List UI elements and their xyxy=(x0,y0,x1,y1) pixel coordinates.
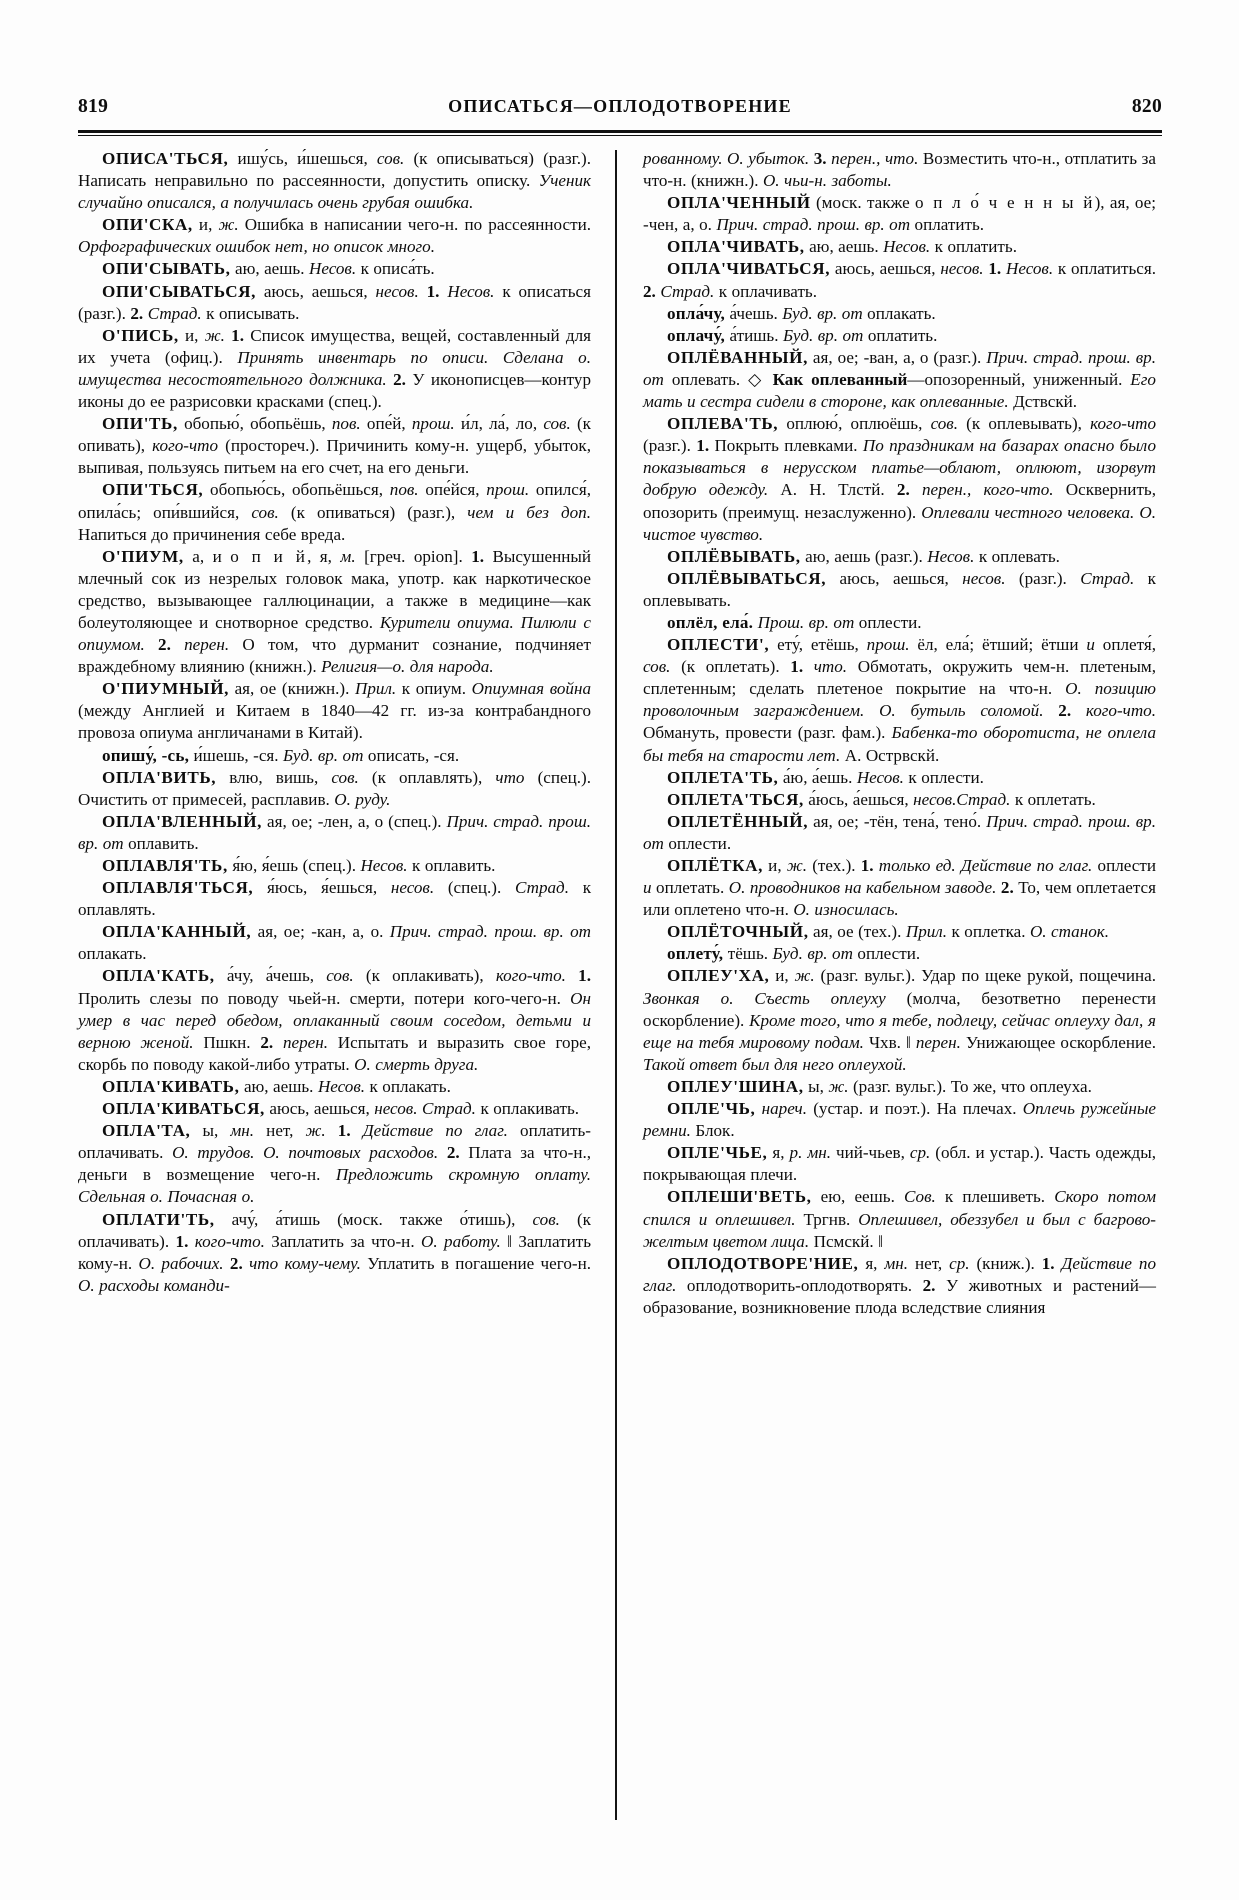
entry-headword: ОПЛА'КИВАТЬСЯ, xyxy=(102,1099,265,1119)
dictionary-entry xyxy=(78,281,591,325)
entry-definition: а́ю, а́ешь. Несов. к оплести. xyxy=(778,767,984,787)
dictionary-entry xyxy=(78,767,591,811)
entry-headword: ОПЛАВЛЯ'ТЬ, xyxy=(102,856,228,875)
dictionary-entry xyxy=(643,1098,1156,1142)
dictionary-entry xyxy=(78,745,591,767)
entry-definition: Прош. вр. от оплести. xyxy=(757,612,922,632)
dictionary-entry xyxy=(643,303,1156,325)
entry-definition: влю, вишь, сов. (к оплавлять), что (спец.). Очистить от примесей, расплавив. О. руду. xyxy=(78,767,591,809)
dictionary-entry xyxy=(643,612,1156,634)
entry-headword: оплету́, xyxy=(667,944,724,964)
entry-headword: ОПЛА'ЧЕННЫЙ xyxy=(667,193,811,213)
entry-definition: обопью́, обопьёшь, пов. опе́й, прош. и́л, ла́, ло, сов. (к опивать), кого-что (простореч.). Причинить кому-н. ущерб, убыток, выпивая, пользуясь питьем на его счет, на его деньги. xyxy=(78,414,591,478)
column-container xyxy=(78,148,1162,1828)
entry-headword: ОПЛА'КАТЬ, xyxy=(102,966,215,986)
dictionary-entry xyxy=(78,546,591,679)
entry-headword: ОПЛЁВЫВАТЬСЯ, xyxy=(667,568,827,588)
entry-headword: ОПЛЕТА'ТЬСЯ, xyxy=(667,789,804,809)
entry-definition: я, мн. нет, ср. (книж.). 1. Действие по глаг. оплодотворить-оплодотворять. 2. У животных и растений—образование, возникновение плода вследствие слияния xyxy=(643,1253,1157,1317)
entry-definition: ишу́сь, и́шешься, сов. (к описываться) (разг.). Написать неправильно по рассеянности, допустить описку. Ученик случайно описался, а получилась очень грубая ошибка. xyxy=(78,149,591,213)
entry-headword: ОПЛАТИ'ТЬ, xyxy=(102,1209,215,1229)
entry-headword: ОПЛЕУ'ХА, xyxy=(667,966,770,986)
entry-headword: ОПЛЕШИ'ВЕТЬ, xyxy=(667,1187,812,1207)
entry-headword: О'ПИСЬ, xyxy=(102,325,179,345)
entry-definition: ачу́, а́тишь (моск. также о́тишь), сов. (к оплачивать). 1. кого-что. Заплатить за что-н. О. работу. ‖ Заплатить кому-н. О. рабочих. 2. что кому-чему. Уплатить в погашение чего-н. О. расходы команди- xyxy=(78,1209,591,1295)
rule-thick xyxy=(78,130,1162,133)
dictionary-entry xyxy=(643,236,1156,258)
dictionary-entry xyxy=(78,148,591,214)
entry-definition: аю, аешь. Несов. к описа́ть. xyxy=(230,259,435,279)
dictionary-entry xyxy=(643,546,1156,568)
entry-definition: ая, ое; -тён, тена́, тено́. Прич. страд. прош. вр. от оплести. xyxy=(643,811,1156,853)
left-column xyxy=(78,148,605,1828)
entry-headword: ОПЛЁТКА, xyxy=(667,856,763,875)
entry-headword: ОПЛЕВА'ТЬ, xyxy=(667,414,779,434)
dictionary-entry xyxy=(78,1098,591,1120)
entry-headword: ОПИ'ТЬ, xyxy=(102,414,178,434)
entry-definition: ая, ое; -кан, а, о. Прич. страд. прош. вр. от оплакать. xyxy=(78,922,591,964)
folio-right: 820 xyxy=(1131,96,1162,117)
entry-definition: а́юсь, а́ешься, несов.Страд. к оплетать. xyxy=(803,789,1096,809)
entry-headword: опишу́, -сь, xyxy=(102,745,190,765)
entry-definition: ая, ое; -лен, а, о (спец.). Прич. страд. прош. вр. от оплавить. xyxy=(78,811,592,853)
entry-headword: ОПИСА'ТЬСЯ, xyxy=(102,149,229,168)
entry-headword: ОПЛЁВЫВАТЬ, xyxy=(667,546,801,566)
column-divider xyxy=(615,150,617,1820)
entry-definition: ету́, етёшь, прош. ёл, ела́; ётший; ётши и оплетя́, сов. (к оплетать). 1. что. Обмотать, окружить чем-н. плетеным, сплетенным; сделать плетеное покрытие на что-н. О. позицию проволочным заграждением. О. бутыль соломой. 2. кого-что. Обмануть, провести (разг. фам.). Бабенка-то оборотиста, не оплела бы тебя на старости лет. А. Острвскй. xyxy=(643,635,1156,765)
dictionary-entry xyxy=(78,1076,591,1098)
entry-definition: аюсь, аешься, несов. 1. Несов. к описаться (разг.). 2. Страд. к описывать. xyxy=(78,281,592,323)
entry-definition: обопью́сь, обопьёшься, пов. опе́йся, прош. опился́, опила́сь; опи́вшийся, сов. (к опиваться) (разг.), чем и без доп. Напиться до причинения себе вреда. xyxy=(78,480,591,544)
dictionary-entry xyxy=(78,877,591,921)
entry-definition: нареч. (устар. и поэт.). На плечах. Оплечь ружейные ремни. Блок. xyxy=(643,1099,1156,1141)
entry-definition: я, р. мн. чий-чьев, ср. (обл. и устар.). Часть одежды, покрывающая плечи. xyxy=(643,1143,1156,1185)
entry-definition: и, ж. (тех.). 1. только ед. Действие по глаг. оплести и оплетать. О. проводников на кабельном заводе. 2. То, чем оплетается или оплетено что-н. О. износилась. xyxy=(643,856,1156,920)
entry-definition: ая, ое (книжн.). Прил. к опиум. Опиумная война (между Англией и Китаем в 1840—42 гг. из-за контрабандного провоза опиума англичанами в Китай). xyxy=(78,679,592,743)
dictionary-entry xyxy=(78,811,591,855)
entry-headword: О'ПИУМНЫЙ, xyxy=(102,679,229,699)
entry-headword: ОПИ'СЫВАТЬ, xyxy=(102,259,231,279)
dictionary-entry xyxy=(643,1076,1156,1098)
dictionary-entry xyxy=(643,789,1156,811)
dictionary-entry xyxy=(643,921,1156,943)
dictionary-entry xyxy=(78,258,591,280)
entry-definition: а́чешь. Буд. вр. от оплакать. xyxy=(725,303,936,323)
dictionary-entry xyxy=(643,634,1156,767)
dictionary-entry xyxy=(78,921,591,965)
entry-definition: ею, еешь. Сов. к плешиветь. Скоро потом спился и оплешивел. Тргнв. Оплешивел, обеззубел и был с багрово-желтым цветом лица. Псмскй. ‖ xyxy=(643,1187,1156,1251)
entry-headword: ОПЛА'КАННЫЙ, xyxy=(102,922,252,942)
dictionary-entry xyxy=(643,568,1156,612)
dictionary-entry xyxy=(643,1142,1156,1186)
entry-headword: оплачу́, xyxy=(667,325,725,345)
entry-headword: ОПЛА'ЧИВАТЬ, xyxy=(667,237,805,257)
running-head xyxy=(78,96,1162,122)
entry-definition: и, ж. 1. Список имущества, вещей, составленный для их учета (офиц.). Принять инвентарь по описи. Сделана о. имущества несостоятельного должника. 2. У иконописцев—контур иконы до ее разрисовки красками (спец.). xyxy=(78,325,592,412)
entry-headword: ОПЛА'ЧИВАТЬСЯ, xyxy=(667,259,831,279)
entry-headword: ОПИ'СКА, xyxy=(102,215,193,235)
entry-definition: и, ж. Ошибка в написании чего-н. по рассеянности. Орфографических ошибок нет, но описок много. xyxy=(78,215,591,257)
entry-definition: а́тишь. Буд. вр. от оплатить. xyxy=(725,325,938,345)
dictionary-entry xyxy=(78,678,591,744)
entry-headword: ОПЛЕ'ЧЬЕ, xyxy=(667,1143,768,1163)
entry-definition: ы, ж. (разг. вульг.). То же, что оплеуха. xyxy=(803,1076,1092,1096)
entry-definition: а́чу, а́чешь, сов. (к оплакивать), кого-что. 1. Пролить слезы по поводу чьей-н. смерти, потери кого-чего-н. Он умер в час перед обедом, оплаканный своим соседом, детьми и верною женой. Пшкн. 2. перен. Испытать и выразить свое горе, скорбь по поводу какой-либо утраты. О. смерть друга. xyxy=(78,966,592,1074)
entry-headword: ОПЛЁТОЧНЫЙ, xyxy=(667,922,809,942)
entry-definition: рованному. О. убыток. 3. перен., что. Возместить что-н., отплатить за что-н. (книжн.). О. чьи-н. заботы. xyxy=(643,149,1156,191)
entry-headword: опла́чу, xyxy=(667,303,725,323)
entry-definition: (моск. также о п л о́ ч е н н ы й), ая, ое; -чен, а, о. Прич. страд. прош. вр. от оплатить. xyxy=(643,193,1156,235)
running-head-title: ОПИСАТЬСЯ—ОПЛОДОТВОРЕНИЕ xyxy=(448,96,792,116)
header-rule xyxy=(78,130,1162,136)
dictionary-entry xyxy=(643,325,1156,347)
entry-definition: я́ю, я́ешь (спец.). Несов. к оплавить. xyxy=(227,856,496,875)
entry-definition: а, и о п и й, я, м. [греч. opion]. 1. Высушенный млечный сок из незрелых головок мака, употр. как наркотическое средство, вызывающее галлюцинации, а также в медицине—как болеутоляющее и снотворное средство. Курители опиума. Пилюли с опиумом. 2. перен. О том, что дурманит сознание, подчиняет враждебному влиянию (книжн.). Религия—о. для народа. xyxy=(78,546,591,677)
rule-thin xyxy=(78,135,1162,136)
dictionary-entry xyxy=(643,1186,1156,1252)
entry-headword: ОПЛА'ВИТЬ, xyxy=(102,767,217,787)
dictionary-entry xyxy=(78,413,591,479)
entry-definition: ая, ое; -ван, а, о (разг.). Прич. страд. прош. вр. от оплевать. ◇ Как оплеванный—опозоренный, униженный. Его мать и сестра сидели в стороне, как оплеванные. Дствскй. xyxy=(643,347,1157,412)
entry-headword: оплёл, ела́. xyxy=(667,612,754,632)
dictionary-entry xyxy=(643,347,1156,413)
dictionary-entry xyxy=(643,965,1156,1075)
dictionary-entry xyxy=(78,325,591,413)
dictionary-entry xyxy=(78,1120,591,1208)
entry-definition: аюсь, аешься, несов. (разг.). Страд. к оплевывать. xyxy=(643,568,1156,610)
entry-definition: тёшь. Буд. вр. от оплести. xyxy=(723,944,921,964)
dictionary-entry xyxy=(78,214,591,258)
dictionary-entry xyxy=(78,479,591,545)
entry-headword: ОПЛАВЛЯ'ТЬСЯ, xyxy=(102,878,254,898)
entry-definition: ы, мн. нет, ж. 1. Действие по глаг. оплатить-оплачивать. О. трудов. О. почтовых расходов. 2. Плата за что-н., деньги в возмещение чего-н. Предложить скромную оплату. Сдельная о. Почасная о. xyxy=(78,1121,592,1207)
entry-definition: аюсь, аешься, несов. 1. Несов. к оплатиться. 2. Страд. к оплачивать. xyxy=(643,259,1156,301)
entry-definition: и́шешь, -ся. Буд. вр. от описать, -ся. xyxy=(189,745,460,765)
entry-headword: ОПЛЕТЁННЫЙ, xyxy=(667,811,809,831)
folio-left: 819 xyxy=(78,96,109,117)
entry-headword: ОПЛЕСТИ', xyxy=(667,635,770,655)
entry-headword: ОПИ'СЫВАТЬСЯ, xyxy=(102,281,256,301)
dictionary-entry xyxy=(643,811,1156,855)
entry-definition: я́юсь, я́ешься, несов. (спец.). Страд. к оплавлять. xyxy=(78,878,592,920)
dictionary-entry xyxy=(643,767,1156,789)
entry-headword: ОПЛЕУ'ШИНА, xyxy=(667,1076,804,1096)
entry-headword: ОПЛА'ТА, xyxy=(102,1121,191,1141)
entry-definition: аюсь, аешься, несов. Страд. к оплакивать. xyxy=(264,1099,580,1119)
dictionary-entry xyxy=(643,943,1156,965)
dictionary-entry xyxy=(643,148,1156,192)
entry-headword: ОПИ'ТЬСЯ, xyxy=(102,480,204,500)
entry-headword: О'ПИУМ, xyxy=(102,546,184,566)
dictionary-entry xyxy=(643,1253,1156,1319)
dictionary-entry xyxy=(643,192,1156,236)
right-column xyxy=(627,148,1156,1828)
entry-headword: ОПЛЕТА'ТЬ, xyxy=(667,767,779,787)
entry-definition: оплюю́, оплюёшь, сов. (к оплевывать), кого-что (разг.). 1. Покрыть плевками. По праздникам на базарах опасно было показываться в нерусском платье—облают, оплюют, изорвут добрую одежду. А. Н. Тлстй. 2. перен., кого-что. Осквернить, опозорить (преимущ. незаслуженно). Оплевали честного человека. О. чистое чувство. xyxy=(643,414,1157,544)
entry-definition: аю, аешь. Несов. к оплакать. xyxy=(239,1076,451,1096)
dictionary-entry xyxy=(78,965,591,1075)
dictionary-entry xyxy=(78,855,591,877)
dictionary-entry xyxy=(78,1209,591,1297)
entry-headword: ОПЛА'КИВАТЬ, xyxy=(102,1076,240,1096)
dictionary-entry xyxy=(643,413,1156,546)
entry-definition: ая, ое (тех.). Прил. к оплетка. О. станок. xyxy=(808,922,1110,942)
entry-definition: аю, аешь (разг.). Несов. к оплевать. xyxy=(800,546,1060,566)
entry-headword: ОПЛОДОТВОРЕ'НИЕ, xyxy=(667,1253,859,1273)
entry-definition: и, ж. (разг. вульг.). Удар по щеке рукой, пощечина. Звонкая о. Съесть оплеуху (молча, безответно перенести оскорбление). Кроме того, что я тебе, подлецу, сейчас оплеуху дал, я еще на тебя мировому подам. Чхв. ‖ перен. Унижающее оскорбление. Такой ответ был для него оплеухой. xyxy=(643,966,1156,1074)
dictionary-entry xyxy=(643,258,1156,302)
entry-headword: ОПЛЕ'ЧЬ, xyxy=(667,1099,756,1119)
entry-headword: ОПЛЁВАННЫЙ, xyxy=(667,347,808,367)
entry-headword: ОПЛА'ВЛЕННЫЙ, xyxy=(102,811,263,831)
dictionary-entry xyxy=(643,855,1156,921)
entry-definition: аю, аешь. Несов. к оплатить. xyxy=(804,237,1017,257)
